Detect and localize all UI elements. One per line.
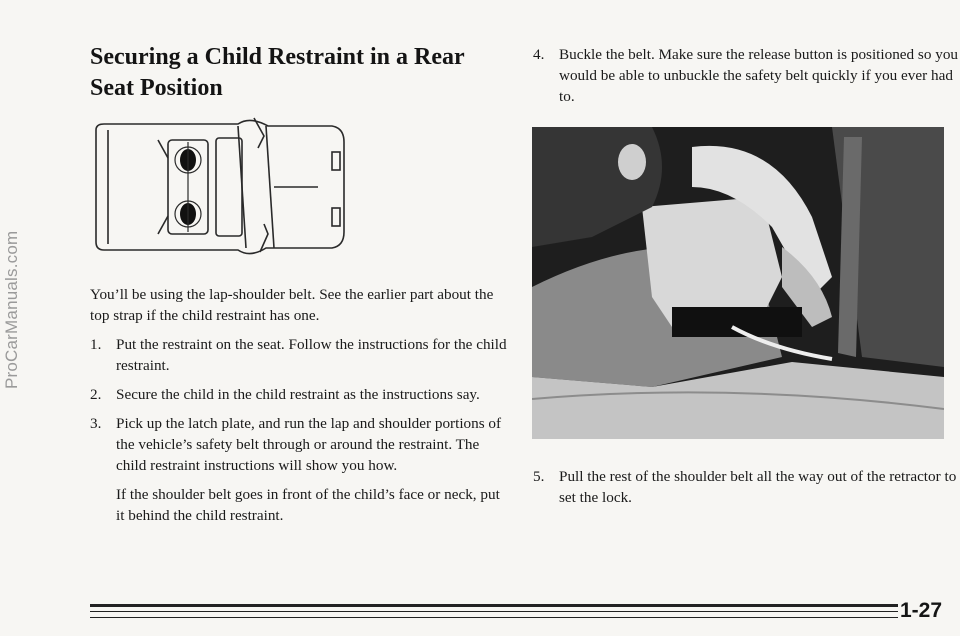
step-number: 2.: [90, 386, 102, 403]
step-text: Pull the rest of the shoulder belt all the way out of the retractor to set the lock.: [559, 468, 957, 506]
vehicle-seat-diagram: [88, 112, 350, 262]
step-text: Secure the child in the child restraint as the instructions say.: [116, 386, 480, 403]
step-number: 5.: [533, 468, 545, 485]
buckle-photo: [532, 127, 944, 439]
footer-rule-top: [90, 604, 898, 607]
step-item: [90, 334, 510, 376]
page-number: 1-27: [899, 599, 942, 622]
watermark-text: ProCarManuals.com: [2, 230, 21, 390]
footer-rule-bottom: [90, 617, 898, 618]
step-item: [90, 384, 510, 405]
step-text: Pick up the latch plate, and run the lap and shoulder portions of the vehicle’s safety belt through or around the restraint. The child restraint instructions will show you how.: [116, 415, 502, 474]
section-title: Securing a Child Restraint in a Rear Seat Position: [90, 44, 465, 101]
step-number: 3.: [90, 415, 102, 432]
step-text: Buckle the belt. Make sure the release button is positioned so you would be able to unbuckle the safety belt quickly if you ever had to.: [559, 46, 959, 105]
footer-rule-middle: [90, 611, 898, 612]
step-item: [90, 413, 510, 476]
step-number: 4.: [533, 46, 545, 63]
step-item: [533, 466, 959, 508]
step-text: Put the restraint on the seat. Follow the instructions for the child restraint.: [116, 336, 507, 374]
steps-list-left: [90, 334, 510, 526]
step-note: If the shoulder belt goes in front of the child’s face or neck, put it behind the child restraint.: [116, 486, 500, 524]
step-item: [533, 44, 959, 107]
step-number: 1.: [90, 336, 102, 353]
intro-paragraph: You’ll be using the lap-shoulder belt. See the earlier part about the top strap if the child restraint has one.: [90, 286, 494, 324]
